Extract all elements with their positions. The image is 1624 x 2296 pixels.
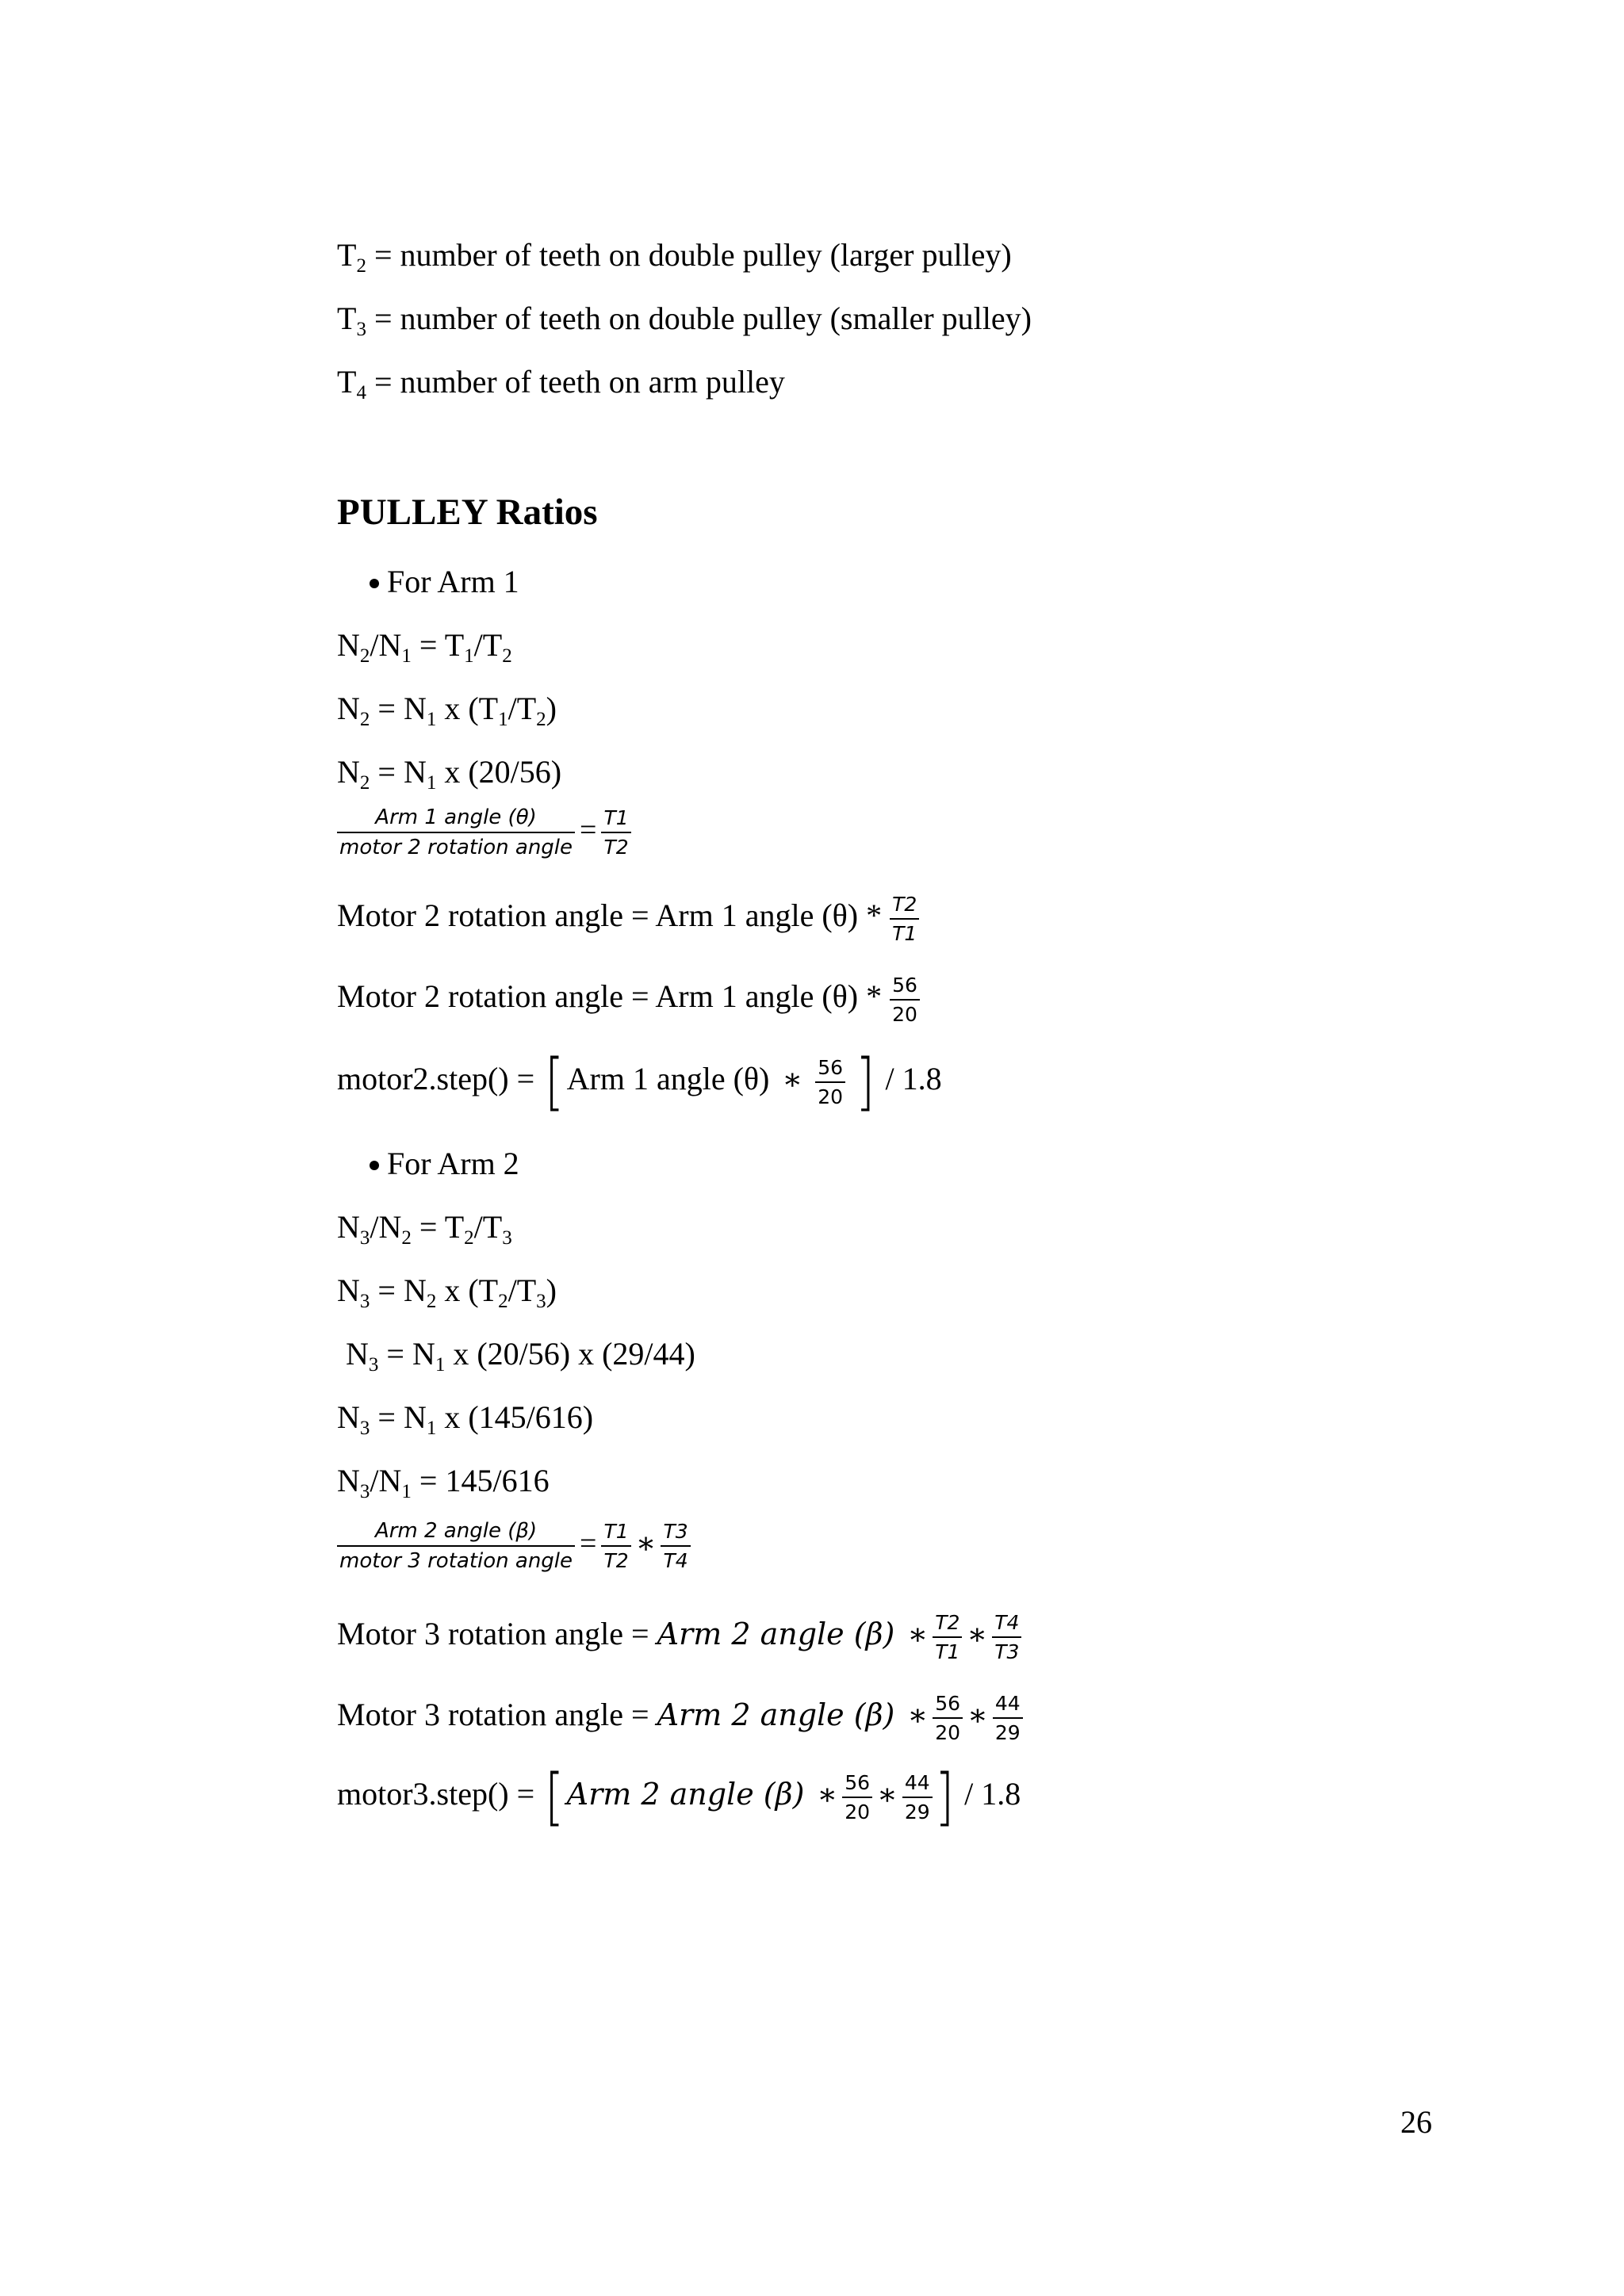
section-heading: PULLEY Ratios xyxy=(337,492,598,533)
fraction: $\frac{56}{20}$ xyxy=(842,1773,872,1822)
page-number: 26 xyxy=(1400,2104,1432,2140)
arm2-equation-1: $N_3/N_2 = T_2/T_3$ xyxy=(337,1209,512,1249)
definition-t4: $T_4$ = number of teeth on arm pulley xyxy=(337,364,785,404)
arm2-ratio-equation: $\frac{\text{Arm 2 angle (β)}}{\text{motor 3 rotation angle}}$ = $\frac{T1}{T2}$ ∗ $\frac{T3}{T4}$ xyxy=(337,1521,691,1571)
motor3-step-equation: motor3.step() = [Arm 2 angle (β) ∗ $\frac{56}{20}$ ∗ $\frac{44}{29}$ ] / 1.8 xyxy=(337,1762,1021,1833)
fraction: $\frac{T4}{T3}$ xyxy=(992,1613,1021,1662)
fraction: $\frac{T2}{T1}$ xyxy=(933,1613,962,1662)
fraction: $\frac{T1}{T2}$ xyxy=(601,808,630,857)
fraction: $\frac{\text{Arm 1 angle (θ)}}{\text{motor 2 rotation angle}}$ xyxy=(337,807,575,858)
arm1-equation-3: $N_2 = N_1$ x (20/56) xyxy=(337,754,562,794)
arm1-motor-equation-2: Motor 2 rotation angle = Arm 1 angle (θ) * $\frac{56}{20}$ xyxy=(337,975,920,1024)
arm2-equation-3: $N_3 = N_1$ x (20/56) x (29/44) xyxy=(346,1336,695,1376)
fraction: $\frac{T1}{T2}$ xyxy=(601,1521,630,1571)
fraction: $\frac{44}{29}$ xyxy=(993,1693,1023,1743)
fraction: $\frac{T3}{T4}$ xyxy=(661,1521,690,1571)
arm1-motor-equation-1: Motor 2 rotation angle = Arm 1 angle (θ) * $\frac{T2}{T1}$ xyxy=(337,894,919,943)
arm2-motor-equation-2: Motor 3 rotation angle = Arm 2 angle (β) ∗ $\frac{56}{20}$ ∗ $\frac{44}{29}$ xyxy=(337,1693,1023,1743)
bullet-dot xyxy=(370,1161,379,1170)
bullet-dot xyxy=(370,579,379,588)
bullet-arm-2: For Arm 2 xyxy=(387,1143,519,1184)
bullet-arm-1: For Arm 1 xyxy=(387,561,519,603)
fraction: $\frac{\text{Arm 2 angle (β)}}{\text{motor 3 rotation angle}}$ xyxy=(337,1521,575,1571)
fraction: $\frac{56}{20}$ xyxy=(815,1058,845,1107)
fraction: $\frac{44}{29}$ xyxy=(902,1773,933,1822)
definition-t3: $T_3$ = number of teeth on double pulley (smaller pulley) xyxy=(337,300,1032,340)
motor2-step-equation: motor2.step() = [Arm 1 angle (θ) ∗ $\frac{56}{20}$ ] / 1.8 xyxy=(337,1047,942,1118)
fraction: $\frac{56}{20}$ xyxy=(890,975,920,1024)
definition-t2: $T_2$ = number of teeth on double pulley (larger pulley) xyxy=(337,237,1012,277)
arm2-equation-4: $N_3 = N_1$ x (145/616) xyxy=(337,1399,594,1439)
arm1-equation-2: $N_2 = N_1$ x $(T_1/T_2)$ xyxy=(337,691,557,730)
arm1-ratio-equation: $\frac{\text{Arm 1 angle (θ)}}{\text{motor 2 rotation angle}}$ = $\frac{T1}{T2}$ xyxy=(337,807,631,858)
arm1-equation-1: $N_2/N_1 = T_1/T_2$ xyxy=(337,627,512,667)
arm2-motor-equation-1: Motor 3 rotation angle = Arm 2 angle (β) ∗ $\frac{T2}{T1}$ ∗ $\frac{T4}{T3}$ xyxy=(337,1613,1021,1662)
fraction: $\frac{56}{20}$ xyxy=(933,1693,963,1743)
arm2-equation-5: $N_3/N_1 = 145/616$ xyxy=(337,1463,550,1502)
fraction: $\frac{T2}{T1}$ xyxy=(890,894,919,943)
arm2-equation-2: $N_3 = N_2$ x $(T_2/T_3)$ xyxy=(337,1272,557,1312)
